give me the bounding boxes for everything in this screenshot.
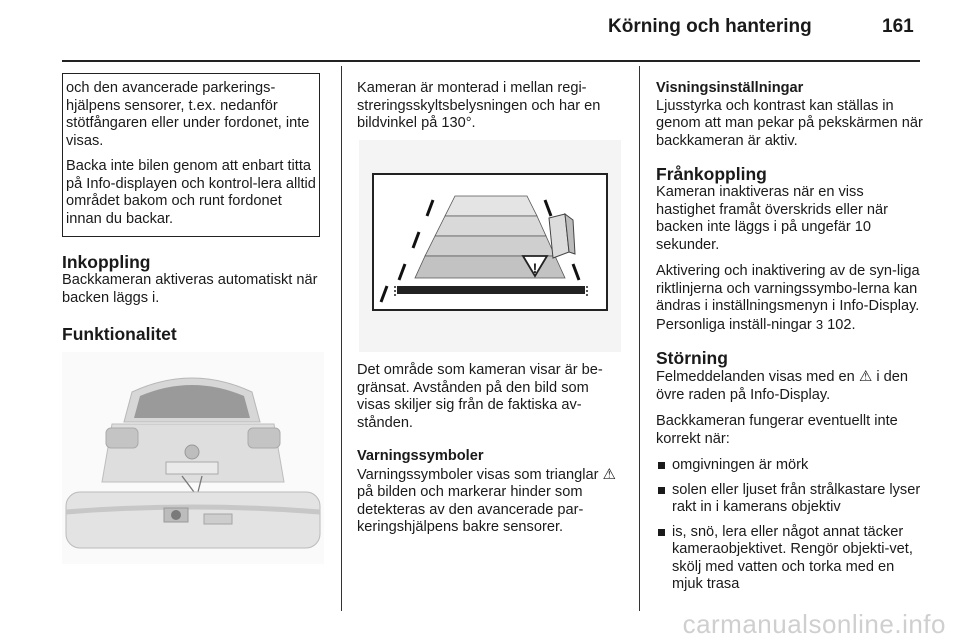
heading-funktionalitet: Funktionalitet <box>62 324 177 344</box>
varningssymboler-text-part-2: på bilden och markerar hinder som detekteras av den avancerade par-keringshjälpens bakre sensorer. <box>357 484 584 535</box>
column-divider-2 <box>639 66 640 611</box>
watermark: carmanualsonline.info <box>682 609 946 639</box>
frankoppling-text-2-part-2: 102. <box>827 316 856 333</box>
storning-text-1-part-2: i den övre raden på Info-Display. <box>656 369 908 403</box>
visningsinstallningar-text: Ljusstyrka och kontrast kan ställas in genom att man pekar på pekskärmen när backkameran är aktiv. <box>656 97 923 149</box>
heading-visningsinstallningar: Visningsinställningar <box>656 80 804 96</box>
notice-paragraph-2: Backa inte bilen genom att enbart titta på Info-displayen och kontrol-lera alltid området bakom och runt fordonet innan du backar. <box>66 158 316 227</box>
svg-text:!: ! <box>532 260 538 276</box>
storning-text-2: Backkameran fungerar eventuellt inte korrekt när: <box>656 413 898 447</box>
inkoppling-text: Backkameran aktiveras automatiskt när backen läggs i. <box>62 272 318 306</box>
frankoppling-text-2 <box>656 263 924 334</box>
column-3-body <box>656 80 924 601</box>
frankoppling-text-1: Kameran inaktiveras när en viss hastighet framåt överskrids eller när backen inte läggs i på ungefär 10 sekunder. <box>656 184 888 253</box>
warning-triangle-icon: ⚠ <box>602 465 616 483</box>
varningssymboler-text <box>357 466 622 537</box>
storning-text-1 <box>656 368 924 404</box>
column-2-lower <box>357 362 622 546</box>
header-title: Körning och hantering <box>608 16 812 37</box>
column-1-body <box>62 252 324 344</box>
camera-intro-text: Kameran är monterad i mellan regi-streringsskyltsbelysningen och har en bildvinkel på 130°. <box>357 80 601 131</box>
list-item: is, snö, lera eller något annat täcker kameraobjektivet. Rengör objekti-vet, skölj med vatten och torka med en mjuk trasa <box>656 524 924 594</box>
header-rule <box>62 60 920 62</box>
frankoppling-text-2-part-1: Aktivering och inaktivering av de syn-liga riktlinjerna och varningssymbo-lerna kan ändras i inställningsmenyn i Info-Display. Personliga inställ-ningar <box>656 263 920 333</box>
list-item: omgivningen är mörk <box>656 457 924 475</box>
heading-storning: Störning <box>656 348 728 368</box>
list-item: solen eller ljuset från strålkastare lyser rakt in i kamerans objektiv <box>656 482 924 517</box>
fault-conditions-list <box>656 457 924 594</box>
display-area-text: Det område som kameran visar är be-gränsat. Avstånden på den bild som visas skiljer sig från de faktiska av-stånden. <box>357 362 603 431</box>
heading-frankoppling: Frånkoppling <box>656 164 767 184</box>
camera-display-illustration <box>359 140 621 352</box>
varningssymboler-text-part-1: Varningssymboler visas som trianglar <box>357 466 599 483</box>
warning-notice-box <box>62 73 320 237</box>
page-number: 161 <box>882 16 914 37</box>
heading-varningssymboler: Varningssymboler <box>357 448 484 464</box>
column-divider-1 <box>341 66 342 611</box>
page-reference-icon: 3 <box>815 316 824 332</box>
heading-inkoppling: Inkoppling <box>62 252 151 272</box>
warning-triangle-icon: ⚠ <box>858 368 873 385</box>
car-rear-illustration <box>62 352 324 564</box>
column-2-body <box>357 80 622 142</box>
storning-text-1-part-1: Felmeddelanden visas med en <box>656 369 855 385</box>
notice-paragraph-1: och den avancerade parkerings-hjälpens sensorer, t.ex. nedanför stötfångaren eller under fordonet, inte visas. <box>66 80 310 149</box>
